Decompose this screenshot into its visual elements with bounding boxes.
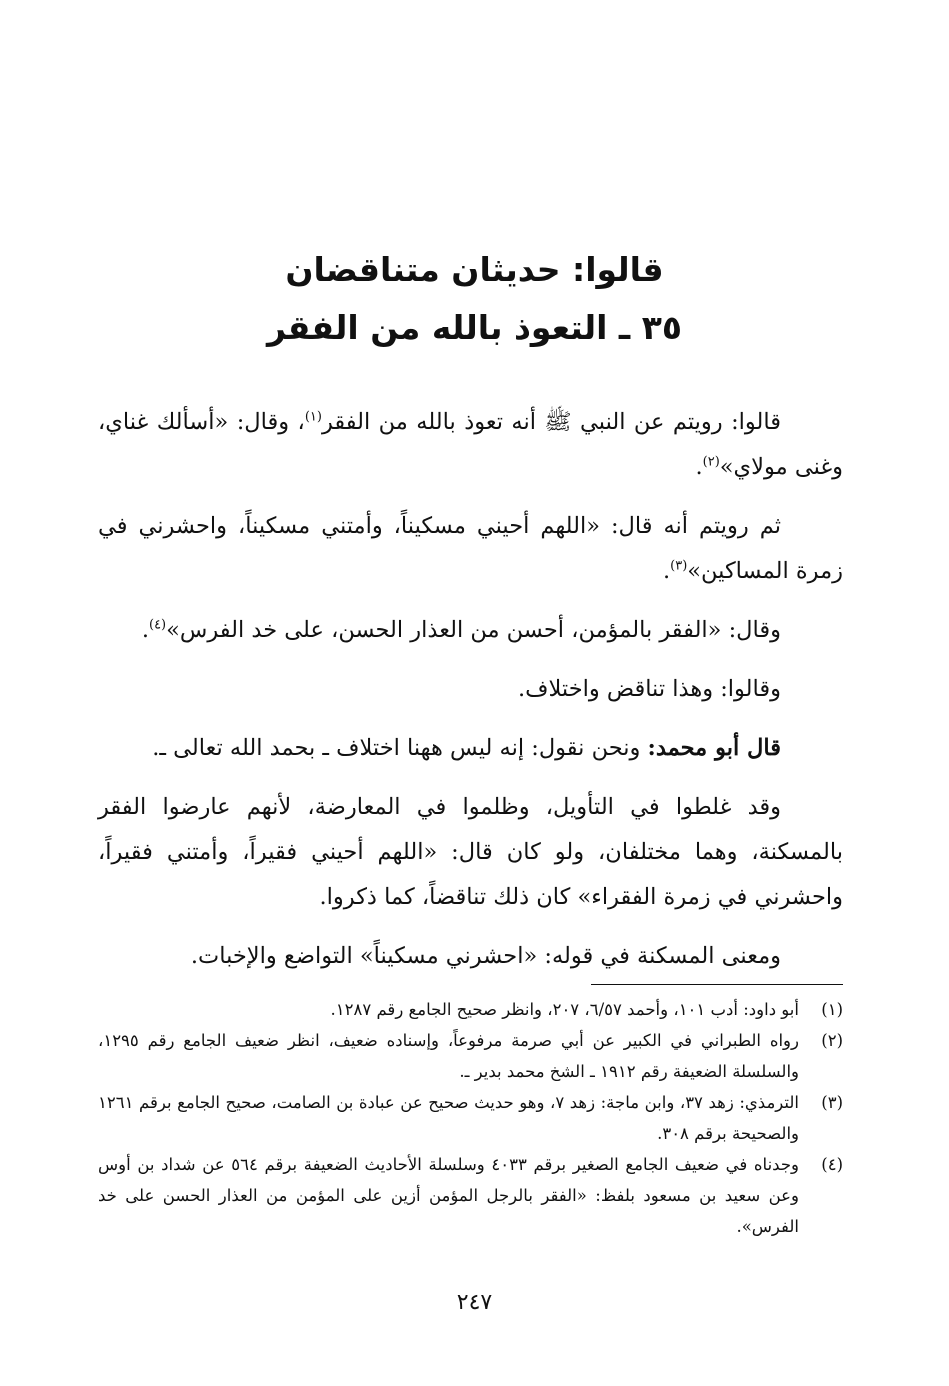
paragraph-3-text-b: . (141, 617, 149, 643)
paragraph-2 (98, 504, 843, 594)
footnote-1 (98, 994, 843, 1025)
paragraph-7: ومعنى المسكنة في قوله: «احشرني مسكيناً» التواضع والإخبات. (190, 943, 781, 969)
paragraph-1-text-a: قالوا: رويتم عن النبي ﷺ أنه تعوذ بالله من الفقر (321, 409, 782, 435)
footnote-text: أبو داود: أدب ١٠١، وأحمد ٦/٥٧، ٢٠٧، وانظر صحيح الجامع رقم ١٢٨٧. (330, 1000, 799, 1019)
paragraph-1-text-b: ، وقال: «أسألك غناي، وغنى مولاي» (98, 409, 843, 480)
footnote-number: (٢) (821, 1031, 843, 1050)
footnote-number: (٣) (821, 1093, 843, 1112)
paragraph-1 (98, 400, 843, 490)
paragraph-3 (98, 608, 843, 653)
paragraph-5-text: ونحن نقول: إنه ليس ههنا اختلاف ـ بحمد الله تعالى ـ. (152, 735, 648, 761)
footnote-4 (98, 1149, 843, 1242)
footnotes (98, 994, 843, 1242)
paragraph-3-text-a: وقال: «الفقر بالمؤمن، أحسن من العذار الحسن، على خد الفرس» (166, 617, 781, 643)
section-title: ٣٥ ـ التعوذ بالله من الفقر (267, 308, 682, 347)
footnote-text: الترمذي: زهد ٣٧، وابن ماجة: زهد ٧، وهو حديث صحيح عن عبادة بن الصامت، صحيح الجامع برقم ١٢٦١ والصحيحة برقم ٣٠٨. (98, 1093, 799, 1143)
footnote-ref-1: (١) (304, 409, 322, 425)
paragraph-5 (98, 726, 843, 771)
footnote-text: وجدناه في ضعيف الجامع الصغير برقم ٤٠٣٣ وسلسلة الأحاديث الضعيفة برقم ٥٦٤ عن شداد بن أوس وعن سعيد بن مسعود بلفظ: «الفقر بالرجل المؤمن أزين على المؤمن من العذار الحسن على خد الفرس». (98, 1155, 799, 1236)
footnote-3 (98, 1087, 843, 1149)
speaker-label: قال أبو محمد: (647, 735, 781, 761)
footnote-2 (98, 1025, 843, 1087)
paragraph-4: وقالوا: وهذا تناقض واختلاف. (518, 676, 781, 702)
paragraph-2-text-b: . (662, 558, 671, 584)
paragraph-1-text-c: . (695, 454, 703, 480)
footnote-ref-3: (٣) (670, 558, 688, 574)
footnote-number: (٤) (821, 1155, 843, 1174)
main-text (98, 400, 843, 993)
paragraph-6: وقد غلطوا في التأويل، وظلموا في المعارضة، لأنهم عارضوا الفقر بالمسكنة، وهما مختلفان، ولو كان قال: «اللهم أحيني فقيراً، وأمتني فقيراً، واحشرني في زمرة الفقراء» كان ذلك تناقضاً، كما ذكروا. (98, 794, 843, 910)
footnote-ref-4: (٤) (148, 617, 167, 633)
page-number: ٢٤٧ (456, 1290, 493, 1315)
paragraph-2-text-a: ثم رويتم أنه قال: «اللهم أحيني مسكيناً، وأمتني مسكيناً، واحشرني في زمرة المساكين» (98, 513, 843, 584)
footnote-text: رواه الطبراني في الكبير عن أبي صرمة مرفوعاً، وإسناده ضعيف، انظر ضعيف الجامع رقم ١٢٩٥، والسلسلة الضعيفة رقم ١٩١٢ ـ الشخ محمد بدير ـ. (98, 1031, 799, 1081)
chapter-title: قالوا: حديثان متناقضان (285, 250, 664, 289)
footnote-divider (591, 984, 843, 985)
footnote-ref-2: (٢) (702, 454, 720, 470)
footnote-number: (١) (821, 1000, 843, 1019)
